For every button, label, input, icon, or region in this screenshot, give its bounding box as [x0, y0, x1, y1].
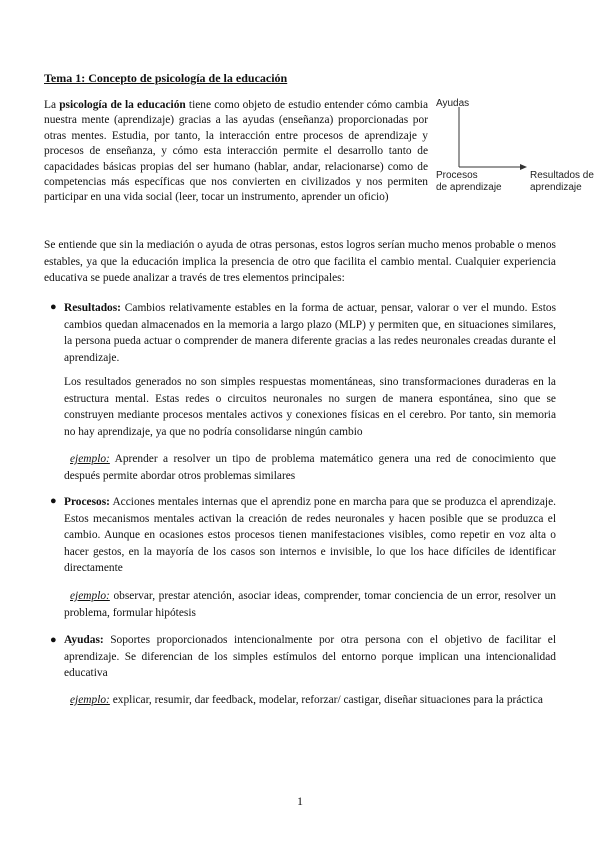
diagram-label-resultados-2: aprendizaje	[530, 182, 582, 193]
page-number: 1	[297, 794, 303, 808]
ayudas-text: Soportes proporcionados intencionalmente por otra persona con el objetivo de facilitar el aprendizaje. Se diferencian de los simples estímulos del entorno porque implican una intencionalidad educativa	[64, 634, 556, 680]
example-text: observar, prestar atención, asociar ideas, comprender, tomar conciencia de un error, resolver un problema, formular hipótesis	[64, 590, 556, 619]
example-label: ejemplo:	[70, 694, 110, 706]
diagram-label-aprendizaje: de aprendizaje	[436, 182, 502, 193]
ayudas-term: Ayudas:	[64, 634, 104, 646]
procesos-text: Acciones mentales internas que el aprendiz pone en marcha para que se produzca el aprendizaje. Estos mecanismos mentales activan la creación de redes neuronales y hacen posible que se produzca el cambio. Aunque en ocasiones estos procesos tienen manifestaciones visibles, como repetir en voz alta o hacer gestos, en la mayoría de los casos son internos e invisible, lo que los hace difíciles de identificar directamente	[64, 496, 556, 575]
procesos-example	[64, 588, 556, 621]
diagram-label-ayudas: Ayudas	[436, 98, 470, 109]
diagram-label-procesos: Procesos	[436, 170, 478, 181]
arrow-head-icon	[520, 164, 527, 170]
example-text: Aprender a resolver un tipo de problema matemático genera una red de conocimiento que después permite abordar otros problemas similares	[64, 453, 556, 482]
resultados-text: Cambios relativamente estables en la forma de actuar, pensar, valorar o ver el mundo. Estos cambios quedan almacenados en la memoria a largo plazo (MLP) y permiten que, en situaciones similares, la persona pueda actuar o comprender de manera diferente gracias a las redes neuronales creadas durante el aprendizaje.	[64, 302, 556, 364]
learning-diagram	[432, 96, 600, 206]
diagram-label-resultados: Resultados de	[530, 170, 594, 181]
example-text: explicar, resumir, dar feedback, modelar, reforzar/ castigar, diseñar situaciones para la práctica	[109, 694, 543, 706]
intro-bold-term: psicología de la educación	[59, 99, 186, 111]
intro-paragraph	[44, 98, 428, 206]
bullet-icon: ●	[50, 634, 57, 646]
resultados-example	[64, 451, 556, 484]
ayudas-example	[64, 692, 556, 709]
page-title: Tema 1: Concepto de psicología de la educación	[44, 71, 288, 85]
resultados-term: Resultados:	[64, 302, 121, 314]
procesos-item	[64, 494, 556, 577]
intro-start: La	[44, 99, 60, 111]
example-label: ejemplo:	[70, 453, 110, 465]
ayudas-item	[64, 632, 556, 682]
example-label: ejemplo:	[70, 590, 110, 602]
resultados-paragraph-2: Los resultados generados no son simples respuestas momentáneas, sino transformaciones duraderas en la estructura mental. Estas redes o circuitos neuronales no surgen de manera espontánea, sino que se construyen mediante procesos mentales activos y conexiones físicas en el cerebro. Por tanto, sin memoria no hay aprendizaje, ya que no podría consolidarse ningún cambio	[64, 376, 556, 438]
bullet-icon: ●	[50, 495, 57, 507]
procesos-term: Procesos:	[64, 496, 110, 508]
intro-rest: tiene como objeto de estudio entender cómo cambia nuestra mente (aprendizaje) gracias a las ayudas (enseñanza) proporcionadas por otras mentes. Estudia, por tanto, la interacción entre procesos de aprendizaje y procesos de enseñanza, y cómo esta interacción permite el desarrollo tanto de capacidades básicas propias del ser humano (hablar, andar, relacionarse) como de competencias más específicas que nos convierten en civilizados y nos permiten participar en una vida social (leer, tocar un instrumento, aprender un oficio)	[44, 99, 428, 204]
context-paragraph: Se entiende que sin la mediación o ayuda de otras personas, estos logros serían mucho menos probable o menos estables, ya que la educación implica la presencia de otro que facilita el cambio mental. Cualquier experiencia educativa se puede analizar a través de tres elementos principales:	[44, 239, 556, 285]
bullet-icon: ●	[50, 301, 57, 313]
resultados-item	[64, 300, 556, 366]
